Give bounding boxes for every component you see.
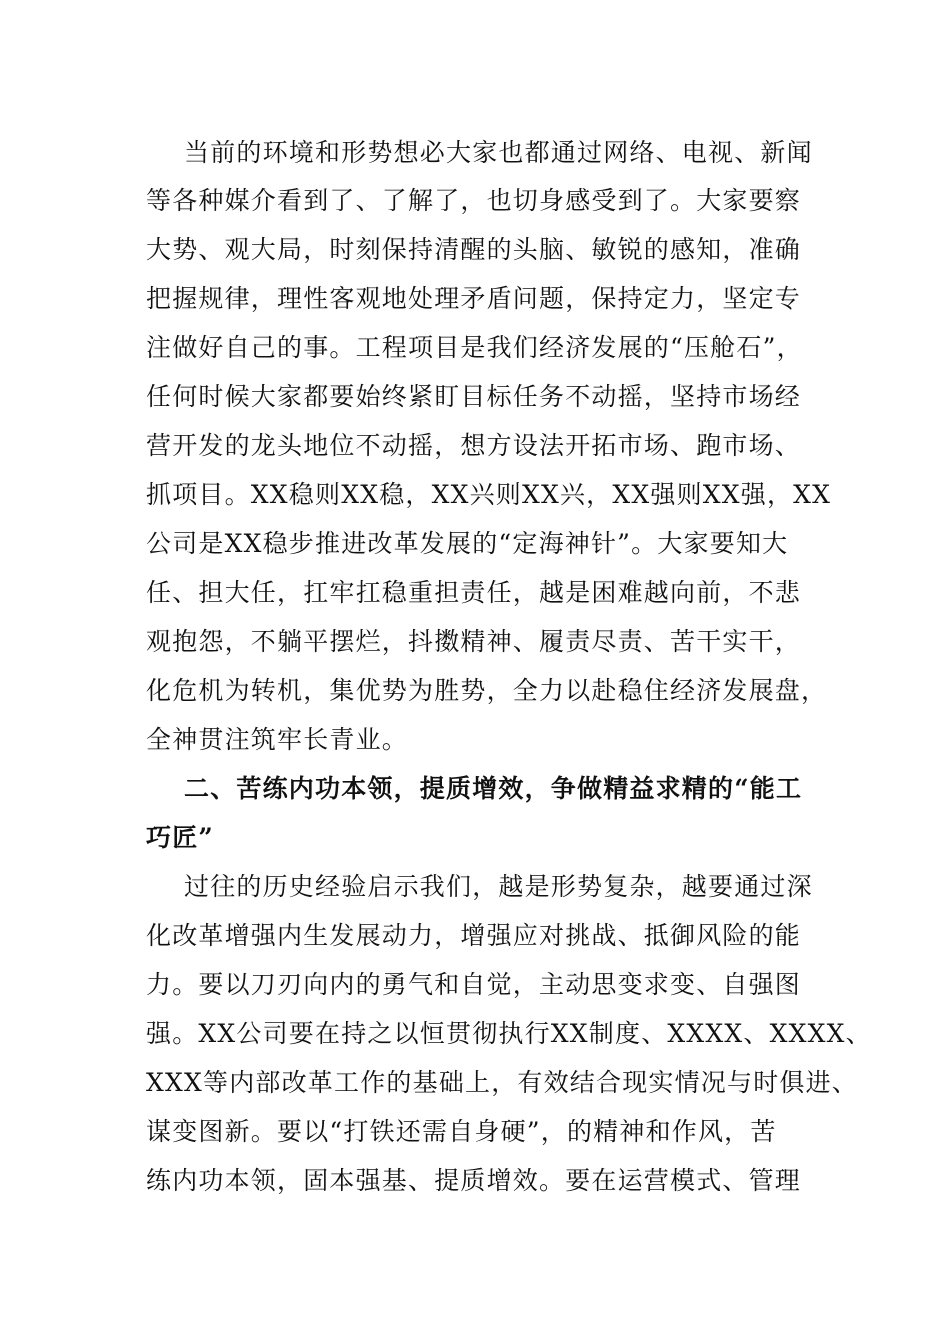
- text-line: 力。要以刀刃向内的勇气和自觉，主动思变求变、自强图: [146, 970, 802, 999]
- text-line: 营开发的龙头地位不动摇，想方设法开拓市场、跑市场、: [146, 431, 802, 460]
- text-line: 练内功本领，固本强基、提质增效。要在运营模式、管理: [146, 1166, 802, 1195]
- text-line: 注做好自己的事。工程项目是我们经济发展的“压舱石”，: [146, 333, 803, 362]
- text-line: 谋变图新。要以“打铁还需自身硬”，的精神和作风，苦: [146, 1117, 777, 1146]
- text-line: 大势、观大局，时刻保持清醒的头脑、敏锐的感知，准确: [146, 235, 802, 264]
- text-line: XXX等内部改革工作的基础上，有效结合现实情况与时俱进、: [146, 1068, 858, 1097]
- text-line: 抓项目。XX稳则XX稳，XX兴则XX兴，XX强则XX强，XX: [146, 480, 832, 509]
- text-line: 当前的环境和形势想必大家也都通过网络、电视、新闻: [184, 138, 813, 167]
- heading-line: 巧匠”: [146, 823, 214, 852]
- text-line: 任、担大任，扛牢扛稳重担责任，越是困难越向前，不悲: [146, 578, 802, 607]
- text-line: 全神贯注筑牢长青业。: [146, 725, 409, 754]
- text-line: 强。XX公司要在持之以恒贯彻执行XX制度、XXXX、XXXX、: [146, 1019, 872, 1048]
- text-line: 化改革增强内生发展动力，增强应对挑战、抵御风险的能: [146, 921, 802, 950]
- text-line: 观抱怨，不躺平摆烂，抖擞精神、履责尽责、苦干实干，: [146, 627, 802, 656]
- text-line: 化危机为转机，集优势为胜势，全力以赴稳住经济发展盘，: [146, 676, 828, 705]
- heading-line: 二、苦练内功本领，提质增效，争做精益求精的“能工: [184, 774, 803, 803]
- text-line: 过往的历史经验启示我们，越是形势复杂，越要通过深: [184, 872, 813, 901]
- text-line: 等各种媒介看到了、了解了，也切身感受到了。大家要察: [146, 186, 802, 215]
- text-line: 公司是XX稳步推进改革发展的“定海神针”。大家要知大: [146, 529, 789, 558]
- text-line: 任何时候大家都要始终紧盯目标任务不动摇，坚持市场经: [146, 382, 802, 411]
- text-line: 把握规律，理性客观地处理矛盾问题，保持定力，坚定专: [146, 284, 802, 313]
